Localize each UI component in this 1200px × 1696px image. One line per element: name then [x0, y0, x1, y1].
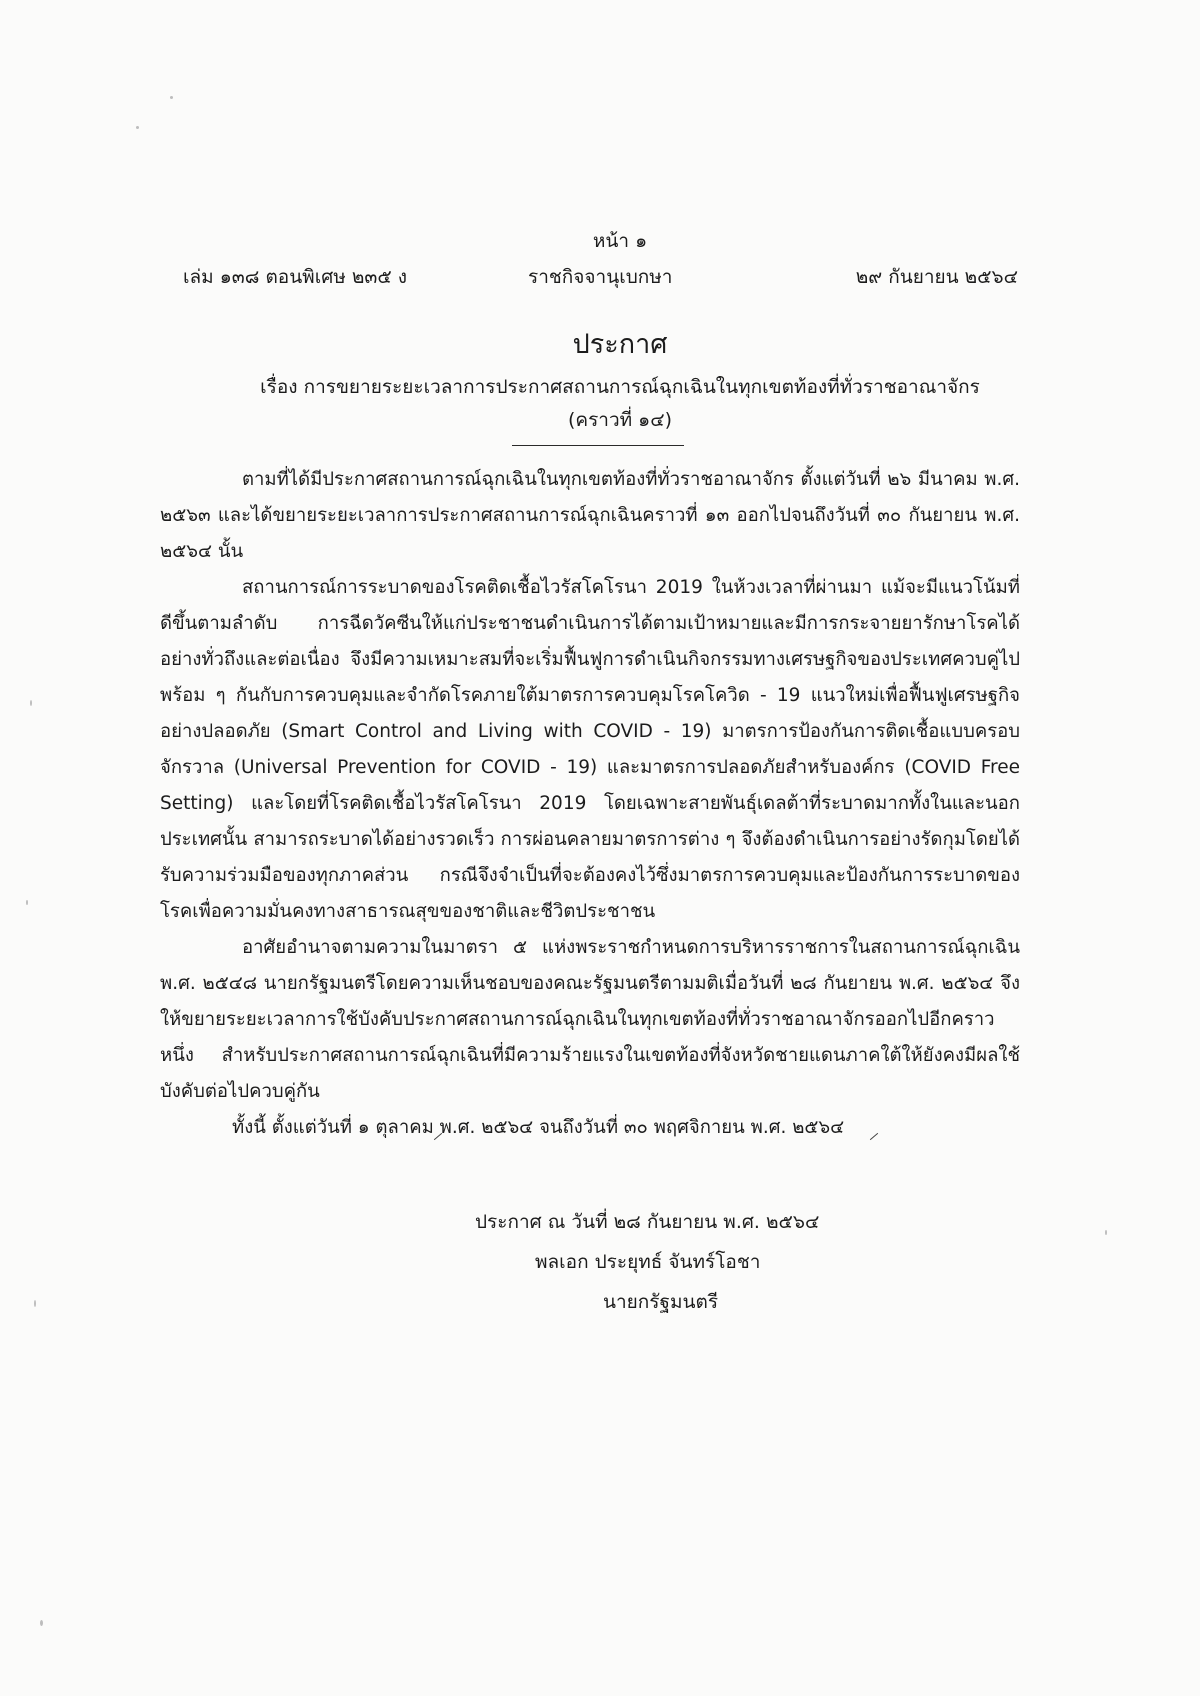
paragraph-4-text: ทั้งนี้ ตั้งแต่วันที่ ๑ ตุลาคม พ.ศ. ๒๕๖๔ จนถึงวันที่ ๓๐ พฤศจิกายน พ.ศ. ๒๕๖๔	[232, 1117, 845, 1138]
paragraph-1	[160, 462, 1020, 570]
document-subject: เรื่อง การขยายระยะเวลาการประกาศสถานการณ์ฉุกเฉินในทุกเขตท้องที่ทั่วราชอาณาจักร	[260, 376, 980, 398]
scan-speck	[26, 900, 28, 905]
paragraph-1-text: ตามที่ได้มีประกาศสถานการณ์ฉุกเฉินในทุกเขตท้องที่ทั่วราชอาณาจักร ตั้งแต่วันที่ ๒๖ มีนาคม พ.ศ. ๒๕๖๓ และได้ขยายระยะเวลาการประกาศสถานการณ์ฉุกเฉินคราวที่ ๑๓ ออกไปจนถึงวันที่ ๓๐ กันยายน พ.ศ. ๒๕๖๔ นั้น	[160, 469, 1020, 562]
paragraph-2-text: สถานการณ์การระบาดของโรคติดเชื้อไวรัสโคโรนา 2019 ในห้วงเวลาที่ผ่านมา แม้จะมีแนวโน้มที่ดีขึ้นตามลำดับ การฉีดวัคซีนให้แก่ประชาชนดำเนินการได้ตามเป้าหมายและมีการกระจายยารักษาโรคได้อย่างทั่วถึงและต่อเนื่อง จึงมีความเหมาะสมที่จะเริ่มฟื้นฟูการดำเนินกิจกรรมทางเศรษฐกิจของประเทศควบคู่ไปพร้อม ๆ กันกับการควบคุมและจำกัดโรคภายใต้มาตรการควบคุมโรคโควิด - 19 แนวใหม่เพื่อฟื้นฟูเศรษฐกิจอย่างปลอดภัย (Smart Control and Living with COVID - 19) มาตรการป้องกันการติดเชื้อแบบครอบจักรวาล (Universal Prevention for COVID - 19) และมาตรการปลอดภัยสำหรับองค์กร (COVID Free Setting) และโดยที่โรคติดเชื้อไวรัสโคโรนา 2019 โดยเฉพาะสายพันธุ์เดลต้าที่ระบาดมากทั้งในและนอกประเทศนั้น สามารถระบาดได้อย่างรวดเร็ว การผ่อนคลายมาตรการต่าง ๆ จึงต้องดำเนินการอย่างรัดกุมโดยได้รับความร่วมมือของทุกภาคส่วน กรณีจึงจำเป็นที่จะต้องคงไว้ซึ่งมาตรการควบคุมและป้องกันการระบาดของโรคเพื่อความมั่นคงทางสาธารณสุขของชาติและชีวิตประชาชน	[160, 577, 1020, 922]
document-title: ประกาศ	[572, 329, 668, 360]
gazette-name: ราชกิจจานุเบกษา	[528, 266, 673, 288]
volume-issue: เล่ม ๑๓๘ ตอนพิเศษ ๒๓๕ ง	[183, 266, 408, 288]
signatory-position-text: นายกรัฐมนตรี	[603, 1291, 719, 1313]
paragraph-3-text: อาศัยอำนาจตามความในมาตรา ๕ แห่งพระราชกำหนดการบริหารราชการในสถานการณ์ฉุกเฉิน พ.ศ. ๒๕๔๘ นายกรัฐมนตรีโดยความเห็นชอบของคณะรัฐมนตรีตามมติเมื่อวันที่ ๒๘ กันยายน พ.ศ. ๒๕๖๔ จึงให้ขยายระยะเวลาการใช้บังคับประกาศสถานการณ์ฉุกเฉินในทุกเขตท้องที่ทั่วราชอาณาจักรออกไปอีกคราวหนึ่ง สำหรับประกาศสถานการณ์ฉุกเฉินที่มีความร้ายแรงในเขตท้องที่จังหวัดชายแดนภาคใต้ให้ยังคงมีผลใช้บังคับต่อไปควบคู่กัน	[160, 937, 1020, 1102]
paragraph-4	[160, 1110, 1020, 1146]
scan-speck	[170, 96, 173, 99]
scan-speck	[40, 1620, 43, 1626]
gazette-date: ๒๙ กันยายน ๒๕๖๔	[855, 266, 1018, 288]
scan-speck	[30, 700, 32, 706]
signatory-name-text: พลเอก ประยุทธ์ จันทร์โอชา	[535, 1251, 761, 1273]
paragraph-3	[160, 930, 1020, 1110]
scan-speck	[136, 126, 139, 129]
paragraph-2	[160, 570, 1020, 930]
title-divider	[512, 445, 684, 446]
issue-number: (คราวที่ ๑๔)	[567, 409, 673, 431]
signature-date-text: ประกาศ ณ วันที่ ๒๘ กันยายน พ.ศ. ๒๕๖๔	[475, 1211, 820, 1233]
scan-speck	[34, 1300, 36, 1307]
scan-speck	[1105, 1230, 1107, 1235]
gazette-header	[183, 262, 1018, 292]
page-number: หน้า ๑	[592, 230, 648, 252]
